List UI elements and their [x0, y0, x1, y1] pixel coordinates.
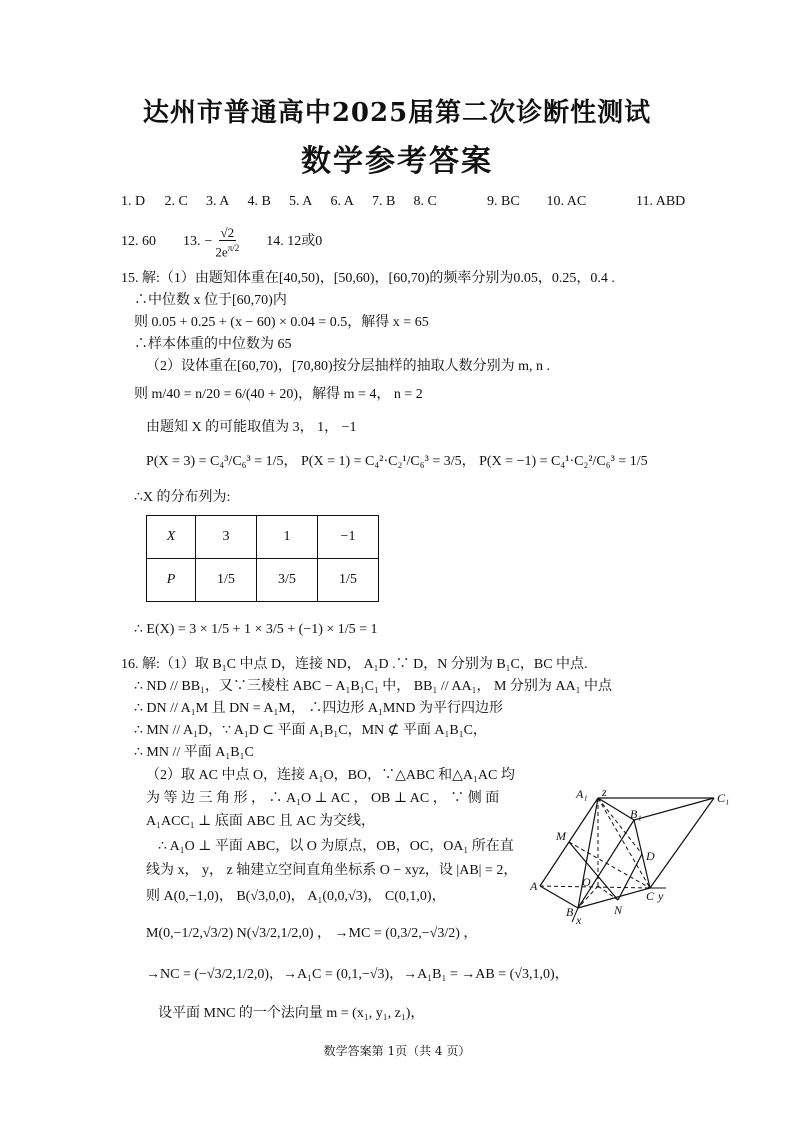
q16-line-1: 16. 解:（1）取 B₁C 中点 D，连接 ND， A₁D .∵ D，N 分别为 B₁C，BC 中点.	[121, 657, 588, 672]
answer-13-denominator: $2e^{\pi/2}$	[215, 242, 240, 260]
label-y: y	[658, 889, 664, 903]
answer-2: 2. C	[164, 194, 188, 209]
table-cell: X	[147, 516, 196, 559]
q16-line-5: ∴ MN // 平面 A₁B₁C	[134, 745, 254, 760]
q16-line-4: ∴ MN // A₁D，∵ A₁D ⊂ 平面 A₁B₁C，MN ⊄ 平面 A₁B₁C，	[134, 723, 487, 738]
q15-line-6: 则 m/40 = n/20 = 6/(40 + 20)，解得 m = 4， n = 2	[134, 387, 423, 402]
table-cell: 1/5	[196, 559, 257, 602]
table-cell: 3	[196, 516, 257, 559]
answer-13-fraction	[213, 225, 241, 259]
answers-row-1	[121, 192, 685, 212]
answer-4: 4. B	[247, 194, 271, 209]
page-footer: 数学答案第 1页（共 4 页）	[323, 1044, 471, 1058]
q16-line-9: ∴ A₁O ⊥ 平面 ABC，以 O 为原点，OB，OC，OA₁ 所在直	[158, 839, 514, 854]
label-d: D	[646, 849, 655, 863]
prism-edges	[540, 798, 714, 908]
label-x: x	[576, 913, 582, 927]
table-cell: 3/5	[257, 559, 318, 602]
answer-14: 14. 12或0	[266, 234, 323, 249]
q16-line-7: 为 等 边 三 角 形 ， ∴ A₁O ⊥ AC ， OB ⊥ AC ， ∵ 侧 面	[146, 791, 500, 806]
q15-line-2: ∴中位数 x 位于[60,70)内	[134, 293, 287, 308]
q16-line-10: 线为 x， y， z 轴建立空间直角坐标系 O − xyz，设 |AB| = 2，	[146, 863, 518, 878]
edge-c1c	[650, 798, 714, 888]
answer-3: 3. A	[206, 194, 230, 209]
edge-ac-hidden	[540, 886, 650, 888]
q15-line-8: P(X = 3) = C₄³/C₆³ = 1/5， P(X = 1) = C₄²·C₂¹/C₆³ = 3/5， P(X = −1) = C₄¹·C₂²/C₆³ = 1/5	[146, 454, 648, 469]
answer-9: 9. BC	[487, 194, 520, 209]
answer-8: 8. C	[413, 194, 437, 209]
q16-line-3: ∴ DN // A₁M 且 DN = A₁M， ∴四边形 A₁MND 为平行四边形	[134, 701, 504, 716]
table-cell: 1/5	[318, 559, 379, 602]
answer-13-label: 13.	[183, 234, 201, 249]
q15-line-4: ∴样本体重的中位数为 65	[134, 337, 292, 352]
q15-line-9: ∴X 的分布列为:	[134, 490, 231, 505]
label-c1-visible: C₁	[717, 791, 730, 805]
distribution-table	[146, 515, 379, 602]
answer-13-minus: −	[204, 234, 213, 249]
segment-mn	[569, 842, 618, 900]
answer-5: 5. A	[289, 194, 313, 209]
answer-13-numerator: √2	[220, 224, 235, 240]
label-b1: B₁	[630, 807, 642, 821]
q16-line-12: M(0,−1/2,√3/2) N(√3/2,1/2,0) ， →MC = (0,3/2,−√3/2) ，	[146, 926, 478, 941]
label-b: B	[566, 905, 574, 919]
table-cell: −1	[318, 516, 379, 559]
answer-11: 11. ABD	[636, 194, 686, 209]
answer-13-exponent: π/2	[227, 242, 240, 253]
answer-12: 12. 60	[121, 234, 156, 249]
q15-line-5: （2）设体重在[60,70)，[70,80)按分层抽样的抽取人数分别为 m, n .	[146, 359, 551, 374]
segment-a1c	[598, 798, 650, 888]
edge-b1c1	[634, 798, 714, 820]
figure-labels	[529, 785, 729, 927]
answer-6: 6. A	[330, 194, 354, 209]
q16-line-8: A₁ACC₁ ⊥ 底面 ABC 且 AC 为交线，	[146, 814, 376, 829]
label-o: O	[582, 875, 591, 889]
q15-line-1: 15. 解:（1）由题知体重在[40,50)，[50,60)，[60,70)的频率分别为0.05，0.25，0.4 .	[121, 271, 615, 286]
answers-row-2	[121, 218, 322, 266]
table-row	[147, 559, 379, 602]
page-subtitle: 数学参考答案	[301, 144, 493, 179]
table-row	[147, 516, 379, 559]
q16-line-2: ∴ ND // BB₁，又∵三棱柱 ABC − A₁B₁C₁ 中， BB₁ // AA₁， M 分别为 AA₁ 中点	[134, 679, 613, 694]
table-cell: 1	[257, 516, 318, 559]
q16-line-11: 则 A(0,−1,0)， B(√3,0,0)， A₁(0,0,√3)， C(0,1,0)，	[146, 889, 446, 904]
answer-1: 1. D	[121, 194, 146, 209]
page-title: 达州市普通高中2025届第二次诊断性测试	[142, 98, 652, 128]
answer-10: 10. AC	[546, 194, 587, 209]
label-c: C	[646, 889, 655, 903]
label-a: A	[530, 879, 538, 893]
q16-line-13: →NC = (−√3/2,1/2,0)，→A₁C = (0,1,−√3)，→A₁B₁ = →AB = (√3,1,0)，	[146, 967, 569, 982]
label-a1: A₁	[576, 787, 588, 801]
q15-line-7: 由题知 X 的可能取值为 3， 1， −1	[146, 420, 357, 435]
label-m: M	[556, 829, 566, 843]
q15-line-10: ∴ E(X) = 3 × 1/5 + 1 × 3/5 + (−1) × 1/5 = 1	[134, 622, 378, 637]
q15-line-3: 则 0.05 + 0.25 + (x − 60) × 0.04 = 0.5，解得 x = 65	[134, 315, 429, 330]
table-cell: P	[147, 559, 196, 602]
label-n: N	[614, 903, 623, 917]
edge-a1b1	[598, 798, 634, 820]
prism-figure	[526, 782, 730, 930]
q16-line-14: 设平面 MNC 的一个法向量 m = (x₁, y₁, z₁)，	[158, 1006, 425, 1021]
answer-7: 7. B	[372, 194, 396, 209]
label-z: z	[602, 785, 607, 799]
q16-line-6: （2）取 AC 中点 O，连接 A₁O，BO，∵△ABC 和△A₁AC 均	[146, 768, 515, 783]
